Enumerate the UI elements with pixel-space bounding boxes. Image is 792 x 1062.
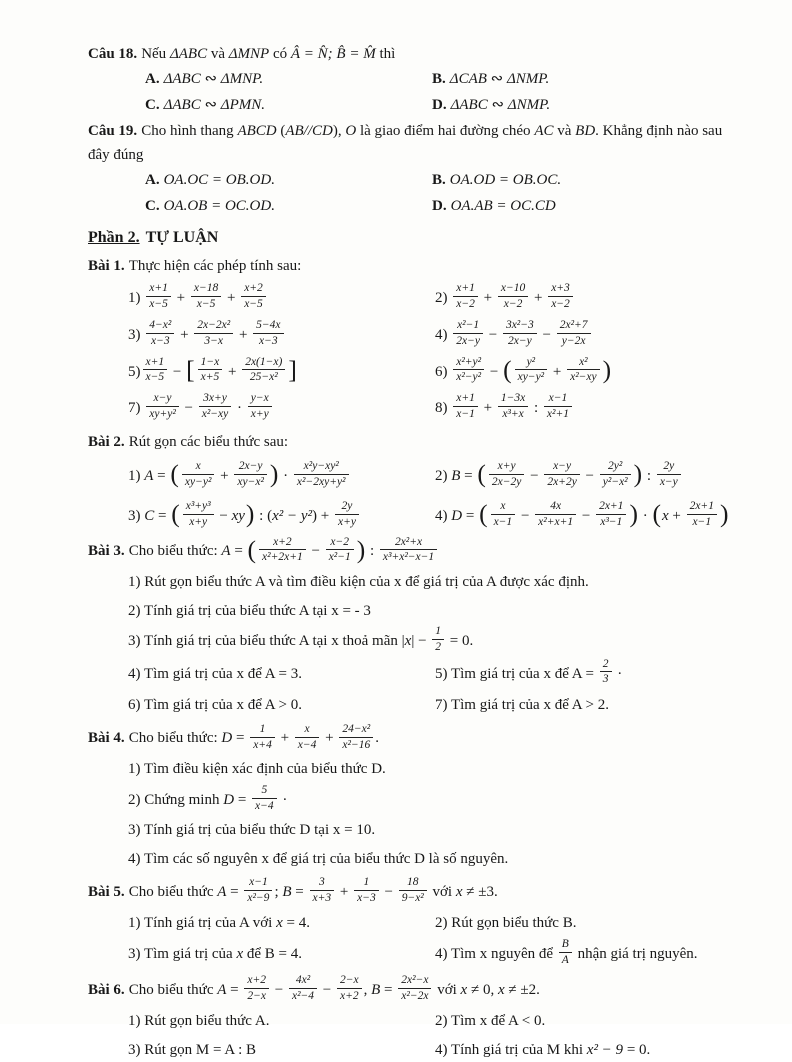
exercise-3-item-grid — [88, 657, 738, 718]
question-18-option-a — [145, 66, 432, 92]
question-19-options — [88, 167, 738, 220]
expression-5: 5) $\frac{x+1}{x-5}$ − [ $\frac{1-x}{x+5}$ + $\frac{2x(1-x)}{\text{25−x²}}$ ] — [128, 354, 297, 384]
option-b-text: OA.OD = OB.OC. — [449, 171, 562, 188]
exercise-3-item-1: 1) Rút gọn biểu thức A và tìm điều kiện của x để giá trị của A được xác định. — [128, 574, 589, 591]
expression-3: 3) $\frac{\text{4−x²}}{x-3}$ + $\frac{\text{2x−2x²}}{3-x}$ + $\frac{5-4x}{x-3}$ — [128, 321, 435, 350]
expression-2: 2) $\frac{x+1}{x-2}$ + $\frac{x-10}{x-2}$ + $\frac{x+3}{x-2}$ — [435, 284, 738, 313]
option-d-text: ΔABC ∾ ΔNMP. — [450, 97, 551, 114]
exercise-1-intro: Thực hiện các phép tính sau: — [128, 258, 302, 274]
exercise-5-expression: Cho biểu thức A = $\frac{x-1}{\text{x²−9}}$ ; B = $\frac{3}{x+3}$ + $\frac{1}{x-3}$ − $\frac{18}{\text{9−x²}}$ với x ≠ ±3. — [128, 876, 498, 904]
option-d-label: D. — [432, 97, 447, 114]
exercise-3-item-4: 4) Tìm giá trị của x để A = 3. — [128, 665, 302, 682]
exercise-5-item-grid — [88, 911, 738, 969]
expression-8: 8) $\frac{x+1}{x-1}$ + $\frac{1-3x}{\text{x³+x}}$ : $\frac{x-1}{\text{x²+1}}$ — [435, 394, 738, 423]
exercise-5-head — [88, 878, 738, 907]
expression-7: 7) $\frac{x-y}{\text{xy+y²}}$ − $\frac{3x+y}{\text{x²−xy}}$ · $\frac{y-x}{x+y}$ — [128, 394, 435, 423]
exercise-2-head — [88, 430, 738, 454]
question-19 — [88, 119, 738, 220]
exercise-5-label: Bài 5. — [88, 883, 125, 900]
option-c-text: OA.OB = OC.OD. — [163, 197, 275, 214]
exercise-4-item-4: 4) Tìm các số nguyên x để giá trị của biểu thức D là số nguyên. — [128, 850, 509, 867]
expression-c: 3) C = ( $\frac{\text{x³+y³}}{x+y}$ − xy) : (x² − y²) + $\frac{2y}{x+y}$ — [128, 502, 435, 531]
exercise-6-expression: Cho biểu thức A = $\frac{x+2}{2-x}$ − $\frac{\text{4x²}}{\text{x²−4}}$ − $\frac{2-x}{x+2}$ , B = $\frac{\text{2x²−x}}{\text{x²−2x}}$ với x ≠ 0, x ≠ ±2. — [128, 973, 540, 1002]
option-c-label: C. — [145, 97, 160, 114]
question-18 — [88, 42, 738, 119]
question-19-text: Cho hình thang ABCD (AB//CD), O là giao điểm hai đường chéo AC và BD. Khẳng định nào sau đây đúng — [88, 122, 723, 163]
question-18-option-c — [145, 92, 432, 118]
exercise-3-head — [88, 534, 738, 567]
exercise-4-label: Bài 4. — [88, 730, 125, 747]
exercise-6-label: Bài 6. — [88, 981, 125, 998]
expression-b: 2) B = ( $\frac{x+y}{2x-2y}$ − $\frac{x-y}{2x+2y}$ − $\frac{\text{2y²}}{\text{y²−x²}}$ ) : $\frac{2y}{x-y}$ — [435, 462, 738, 491]
exercise-5 — [88, 878, 738, 969]
exercise-2 — [88, 430, 738, 531]
exercise-5-item-4: 4) Tìm x nguyên để $\frac{B}{A}$ nhận giá trị nguyên. — [435, 938, 698, 966]
exercise-2-intro: Rút gọn các biểu thức sau: — [128, 434, 289, 450]
exercise-4 — [88, 722, 738, 871]
question-18-option-d — [432, 92, 738, 118]
exercise-1-label: Bài 1. — [88, 258, 125, 274]
expression-1: 1) $\frac{x+1}{x-5}$ + $\frac{x-18}{x-5}$ + $\frac{x+2}{x-5}$ — [128, 284, 435, 313]
question-18-text: Nếu ΔABC và ΔMNP có Â = N̂; B̂ = M̂ thì — [141, 46, 396, 62]
option-a-label: A. — [145, 71, 160, 87]
question-19-option-c — [145, 193, 432, 219]
question-19-option-a — [145, 167, 432, 193]
exercise-3 — [88, 534, 738, 718]
option-b-label: B. — [432, 71, 446, 87]
question-19-stem — [88, 119, 738, 167]
option-d-label: D. — [432, 197, 447, 214]
exercise-6-item-grid — [88, 1009, 738, 1062]
question-19-option-d — [432, 193, 738, 219]
exercise-1 — [88, 254, 738, 423]
expression-4: 4) $\frac{\text{x²−1}}{2x-y}$ − $\frac{\text{3x²−3}}{2x-y}$ − $\frac{\text{2x²+7}}{y-2x}$ — [435, 321, 738, 350]
expression-d: 4) D = ( $\frac{x}{x-1}$ − $\frac{4x}{\text{x²+x+1}}$ − $\frac{2x+1}{\text{x³−1}}$ ) · (x + $\frac{2x+1}{x-1}$ ) — [435, 499, 729, 529]
option-c-label: C. — [145, 197, 160, 214]
exercise-1-head — [88, 254, 738, 278]
question-19-option-b — [432, 167, 738, 193]
exercise-3-item-2: 2) Tính giá trị của biểu thức A tại x = - 3 — [128, 602, 371, 619]
exercise-4-item-1: 1) Tìm điều kiện xác định của biểu thức D. — [128, 761, 386, 778]
expression-6: 6) $\frac{\text{x²+y²}}{\text{x²−y²}}$ − ( $\frac{\text{y²}}{\text{xy−y²}}$ + $\frac{\text{x²}}{\text{x²−xy}}$ ) — [435, 354, 612, 384]
option-c-text: ΔABC ∾ ΔPMN. — [163, 97, 266, 114]
option-d-text: OA.AB = OC.CD — [450, 197, 556, 214]
exercise-4-item-2: 2) Chứng minh D = $\frac{5}{x-4}$ · — [128, 783, 288, 812]
section-2-title: TỰ LUẬN — [145, 229, 219, 246]
exercise-5-item-2: 2) Rút gọn biểu thức B. — [435, 914, 577, 931]
option-b-text: ΔCAB ∾ ΔNMP. — [449, 71, 550, 87]
exercise-6-item-4: 4) Tính giá trị của M khi x² − 9 = 0. — [435, 1041, 651, 1058]
exercise-6-item-1: 1) Rút gọn biểu thức A. — [128, 1012, 270, 1029]
expression-a: 1) A = ( $\frac{x}{\text{xy−y²}}$ + $\frac{2x-y}{\text{xy−x²}}$ ) · $\frac{\text{x²y−xy²}}{\text{x²−2xy+y²}}$ — [128, 462, 435, 491]
section-2-label: Phần 2. — [88, 229, 140, 246]
exercise-6-item-2: 2) Tìm x để A < 0. — [435, 1012, 546, 1029]
exercise-5-item-3: 3) Tìm giá trị của x để B = 4. — [128, 946, 302, 963]
exercise-1-items — [88, 284, 738, 423]
exercise-3-expression: Cho biểu thức: A = ( $\frac{x+2}{\text{x²+2x+1}}$ − $\frac{x-2}{\text{x²−1}}$ ) : $\frac{\text{2x²+x}}{\text{x³+x²−x−1}}$ — [129, 543, 439, 559]
exercise-2-label: Bài 2. — [88, 434, 125, 450]
exercise-3-item-6: 6) Tìm giá trị của x để A > 0. — [128, 697, 302, 714]
question-18-label: Câu 18. — [88, 46, 138, 62]
option-b-label: B. — [432, 171, 446, 188]
exercise-3-item-3: 3) Tính giá trị của biểu thức A tại x thoả mãn |x| − $\frac{1}{2}$ = 0. — [128, 624, 474, 653]
exercise-6 — [88, 973, 738, 1062]
question-19-label: Câu 19. — [88, 122, 138, 139]
option-a-text: ΔABC ∾ ΔMNP. — [163, 71, 264, 87]
question-18-option-b — [432, 66, 738, 92]
option-a-label: A. — [145, 171, 160, 188]
exercise-6-head — [88, 973, 738, 1005]
exercise-3-label: Bài 3. — [88, 543, 125, 560]
section-2-heading — [88, 229, 738, 247]
option-a-text: OA.OC = OB.OD. — [163, 171, 275, 188]
exercise-4-item-3: 3) Tính giá trị của biểu thức D tại x = 10. — [128, 822, 376, 839]
exercise-3-item-7: 7) Tìm giá trị của x để A > 2. — [435, 697, 609, 714]
exercise-4-head — [88, 722, 738, 754]
question-18-options — [88, 66, 738, 119]
exercise-2-items — [88, 459, 738, 531]
exercise-3-item-5: 5) Tìm giá trị của x để A = $\frac{2}{3}$ · — [435, 657, 623, 686]
question-18-stem — [88, 42, 738, 66]
exercise-5-item-1: 1) Tính giá trị của A với x = 4. — [128, 914, 310, 931]
exercise-4-expression: Cho biểu thức: D = $\frac{1}{x+4}$ + $\frac{x}{x-4}$ + $\frac{\text{24−x²}}{\text{x²−16}}$ . — [128, 722, 379, 751]
exercise-6-item-3: 3) Rút gọn M = A : B — [128, 1041, 257, 1058]
